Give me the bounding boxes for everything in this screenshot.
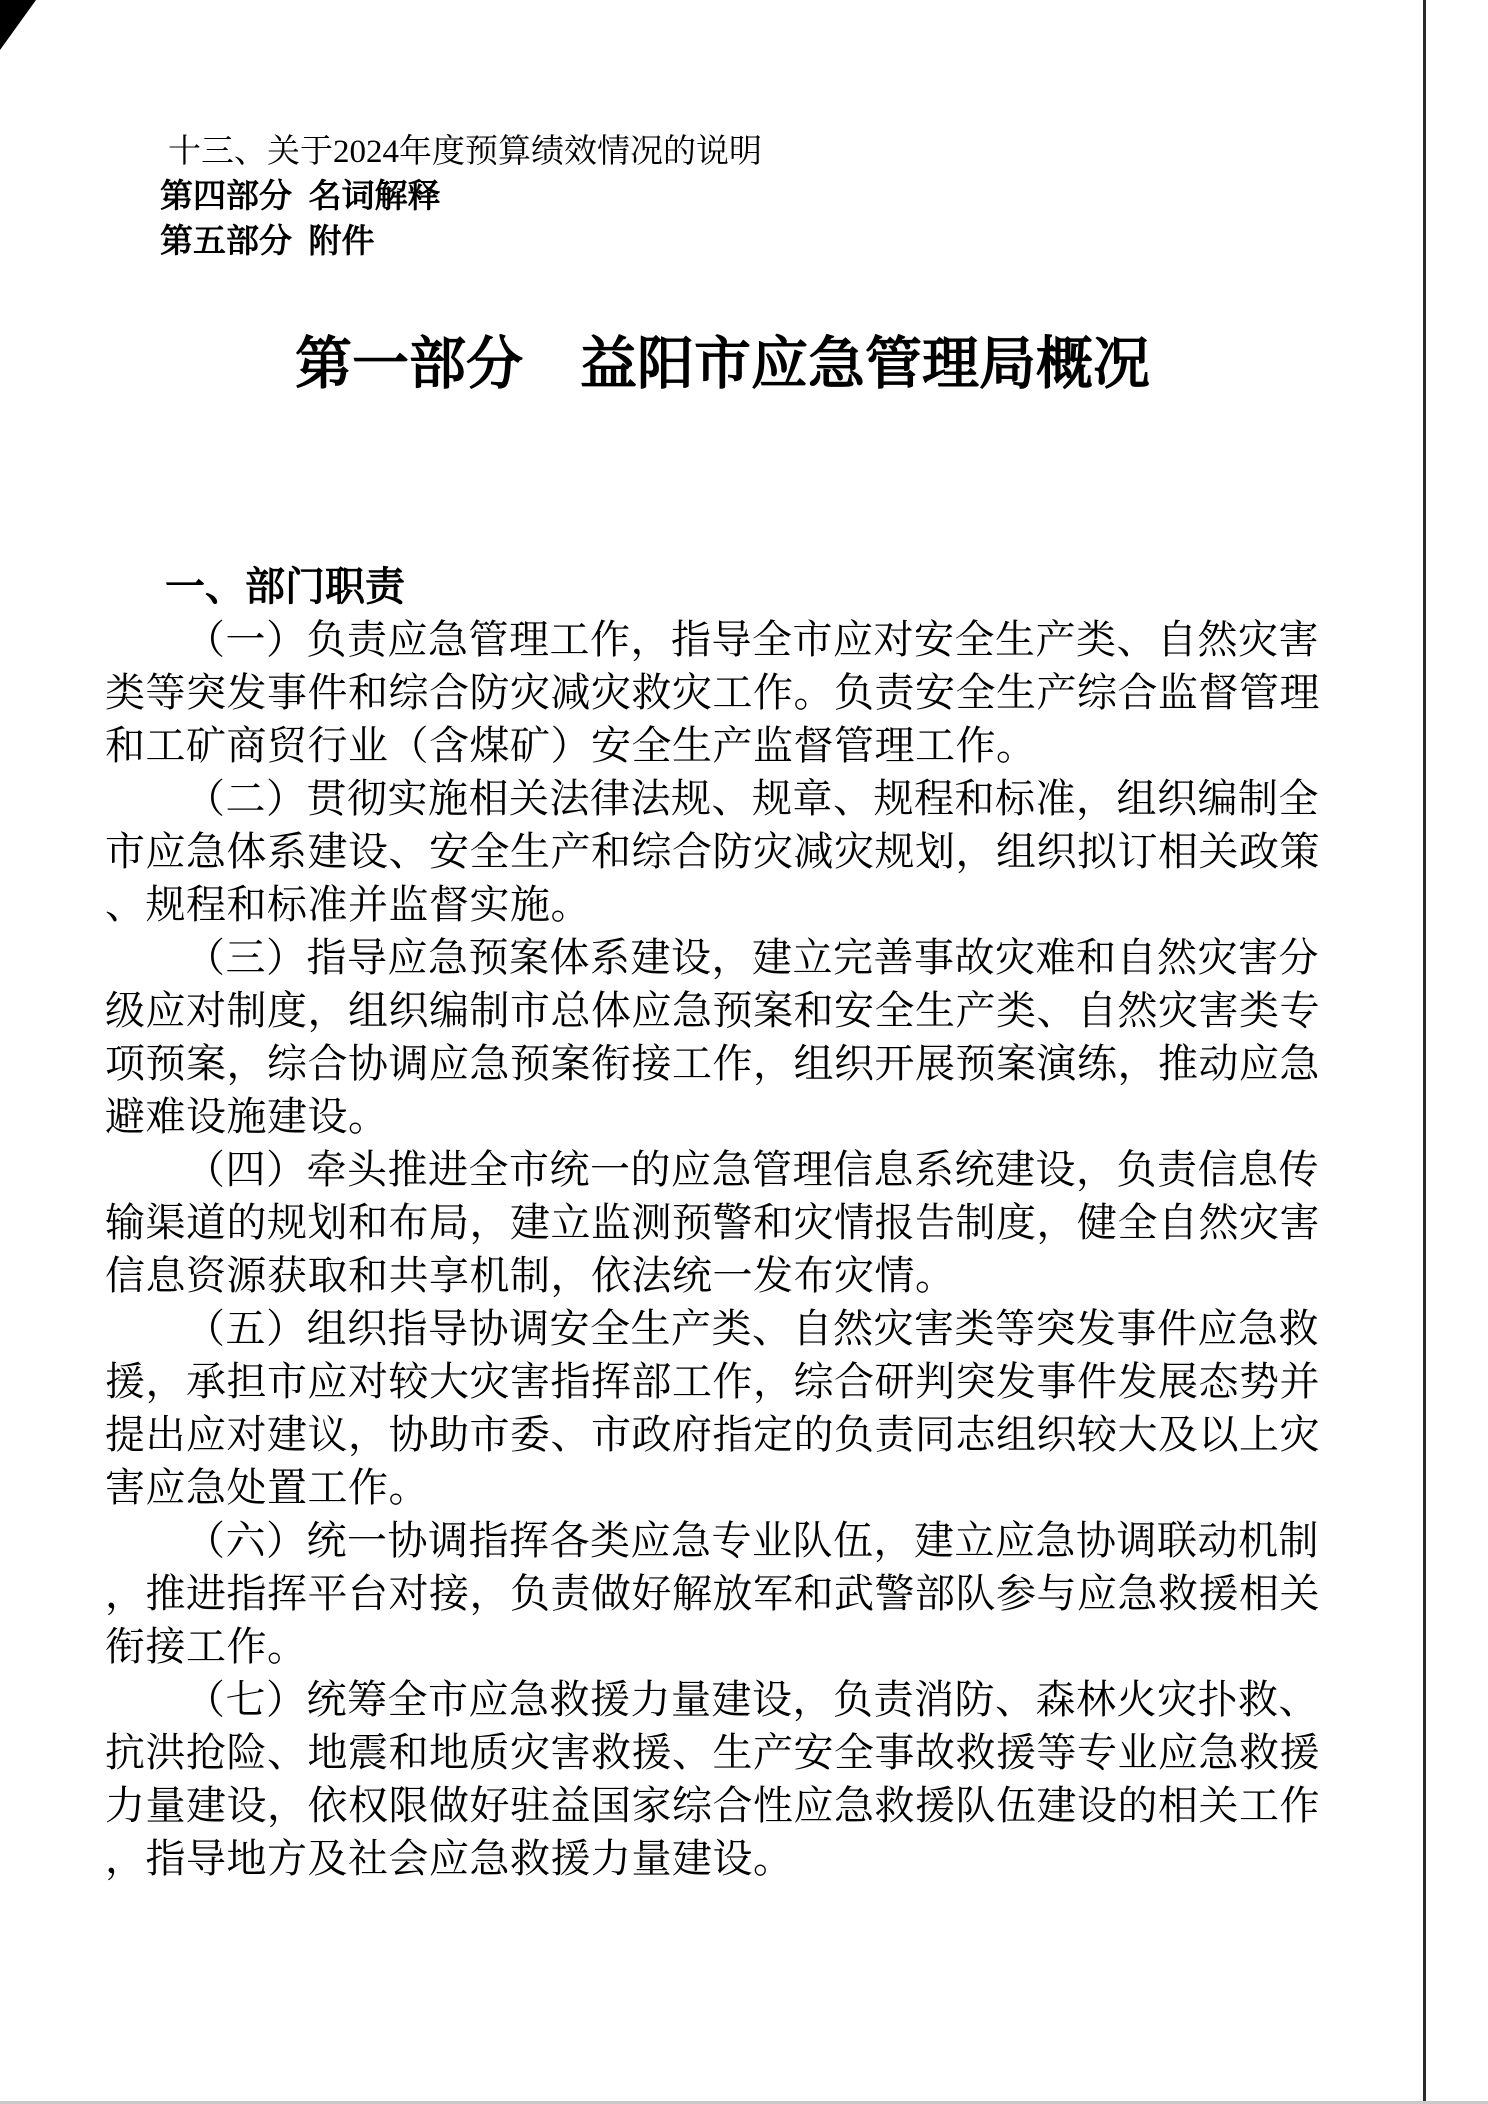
paragraph-line: 害应急处置工作。: [105, 1465, 429, 1510]
paragraph-4: [105, 1143, 1340, 1302]
paragraph-line: ，推进指挥平台对接，负责做好解放军和武警部队参与应急救援相关: [105, 1571, 1320, 1616]
paragraph-2: [105, 772, 1340, 931]
paragraph-line: ，指导地方及社会应急救援力量建设。: [105, 1836, 794, 1881]
paragraph-line: 力量建设，依权限做好驻益国家综合性应急救援队伍建设的相关工作: [105, 1783, 1320, 1828]
toc-item-part4: 第四部分 名词解释: [160, 179, 441, 215]
page-edge-line: [1423, 0, 1426, 2104]
paragraph-line: 信息资源获取和共享机制，依法统一发布灾情。: [105, 1253, 956, 1298]
paragraph-line: （四）牵头推进全市统一的应急管理信息系统建设，负责信息传: [185, 1147, 1319, 1192]
section-heading: 一、部门职责: [165, 564, 405, 609]
paragraph-line: （七）统筹全市应急救援力量建设，负责消防、森林火灾扑救、: [185, 1677, 1319, 1722]
paragraph-7: [105, 1673, 1340, 1885]
paragraph-1: [105, 613, 1340, 772]
paragraph-line: （二）贯彻实施相关法律法规、规章、规程和标准，组织编制全: [185, 776, 1319, 821]
paragraph-line: 抗洪抢险、地震和地质灾害救援、生产安全事故救援等专业应急救援: [105, 1730, 1320, 1775]
paragraph-line: （三）指导应急预案体系建设，建立完善事故灾难和自然灾害分: [185, 935, 1319, 980]
paragraph-line: （一）负责应急管理工作，指导全市应对安全生产类、自然灾害: [185, 617, 1319, 662]
paragraph-5: [105, 1302, 1340, 1514]
paragraph-line: 提出应对建议，协助市委、市政府指定的负责同志组织较大及以上灾: [105, 1412, 1320, 1457]
scan-artifact-corner-mark: [0, 0, 36, 50]
toc-block: [105, 130, 1340, 265]
paragraph-line: 类等突发事件和综合防灾减灾救灾工作。负责安全生产综合监督管理: [105, 670, 1320, 715]
paragraph-line: （五）组织指导协调安全生产类、自然灾害类等突发事件应急救: [185, 1306, 1319, 1351]
paragraph-line: 和工矿商贸行业（含煤矿）安全生产监督管理工作。: [105, 723, 1037, 768]
toc-item-part5: 第五部分 附件: [160, 224, 375, 260]
page-title: 第一部分 益阳市应急管理局概况: [295, 333, 1150, 396]
paragraph-line: 衔接工作。: [105, 1624, 308, 1669]
paragraph-line: 输渠道的规划和布局，建立监测预警和灾情报告制度，健全自然灾害: [105, 1200, 1320, 1245]
paragraph-line: 、规程和标准并监督实施。: [105, 882, 591, 927]
paragraph-line: 级应对制度，组织编制市总体应急预案和安全生产类、自然灾害类专: [105, 988, 1320, 1033]
paragraph-line: 市应急体系建设、安全生产和综合防灾减灾规划，组织拟订相关政策: [105, 829, 1320, 874]
toc-item-13: 十三、关于2024年度预算绩效情况的说明: [168, 134, 762, 170]
paragraph-line: 项预案，综合协调应急预案衔接工作，组织开展预案演练，推动应急: [105, 1041, 1320, 1086]
paragraph-line: （六）统一协调指挥各类应急专业队伍，建立应急协调联动机制: [185, 1518, 1319, 1563]
paragraph-3: [105, 931, 1340, 1143]
document-content: [105, 130, 1340, 1885]
paragraph-line: 援，承担市应对较大灾害指挥部工作，综合研判突发事件发展态势并: [105, 1359, 1320, 1404]
paragraph-6: [105, 1514, 1340, 1673]
paragraph-line: 避难设施建设。: [105, 1094, 389, 1139]
